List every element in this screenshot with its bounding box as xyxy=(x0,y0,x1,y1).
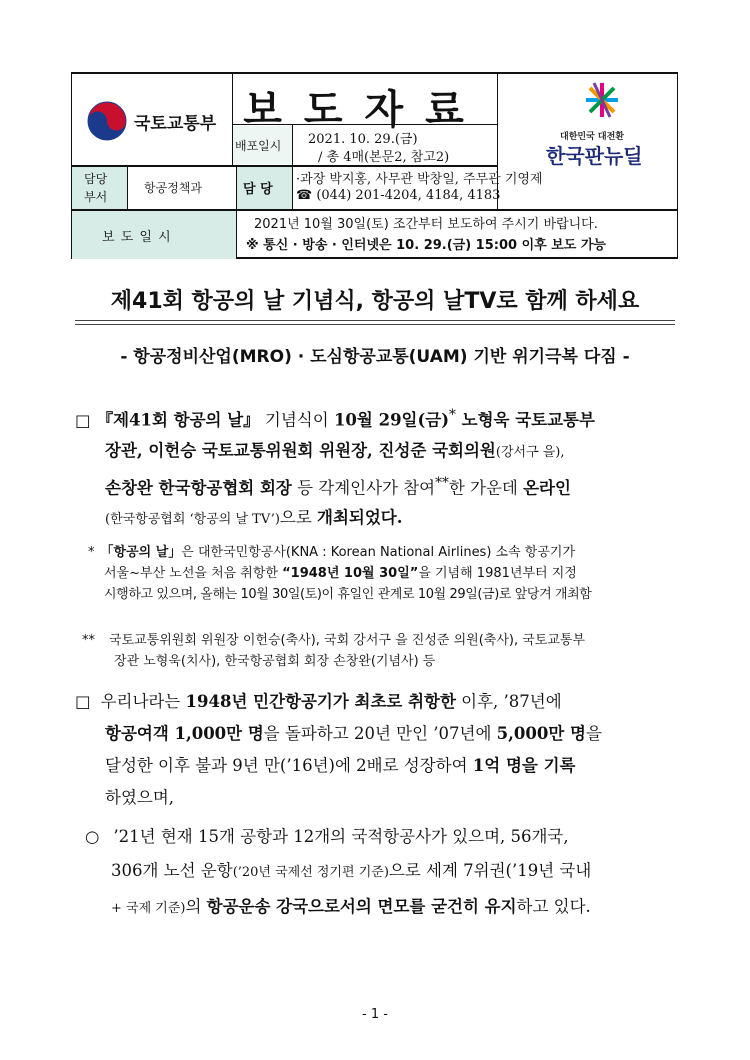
dept-name: 항공정책과 xyxy=(144,181,202,195)
page-title: 제41회 항공의 날 기념식, 항공의 날TV로 함께 하세요 xyxy=(110,289,640,314)
p2-text-3: 을 돌파하고 20년 만인 ’07년에 xyxy=(263,724,497,743)
note1-mark: * xyxy=(88,545,95,560)
p3-rank: 으로 세계 7위권(’19년 국내 xyxy=(388,861,592,880)
p1-footnote-mark-2: ** xyxy=(435,474,449,491)
release-label: 배포일시 xyxy=(235,139,282,153)
note1-line-1 xyxy=(88,542,688,563)
new-deal-logo xyxy=(572,80,632,120)
dept-label: 담당 부서 xyxy=(84,172,108,204)
p2-line-3 xyxy=(75,750,685,782)
title-rule-top xyxy=(75,320,675,321)
p1-line-1 xyxy=(75,400,675,436)
page-subtitle: - 항공정비산업(MRO) · 도심항공교통(UAM) 기반 위기극복 다짐 - xyxy=(120,347,630,367)
p1-association-head: 손창완 한국항공협회 회장 xyxy=(105,478,292,497)
p1-line-4 xyxy=(75,503,675,535)
note2-line-2: 장관 노형욱(치사), 한국항공협회 회장 손창완(기념사) 등 xyxy=(114,654,436,669)
embargo-label: 보 도 일 시 xyxy=(102,230,172,245)
p1-channel: (한국항공협회 ‘항공의 날 TV’) xyxy=(105,512,280,527)
p2-line-1 xyxy=(75,686,685,718)
ministry-name: 국토교통부 xyxy=(134,114,217,134)
note1-date: “1948년 10월 30일” xyxy=(282,566,419,581)
note1-line-2 xyxy=(88,563,688,584)
p3-basis: (’20년 국제선 정기편 기준) xyxy=(232,865,389,880)
release-date: 2021. 10. 29.(금) xyxy=(308,132,418,147)
note2-mark: ** xyxy=(82,633,95,648)
contact-phone: (044) 201-4204, 4184, 4183 xyxy=(316,188,501,203)
paragraph-3 xyxy=(85,820,685,926)
header-table xyxy=(71,72,678,259)
p1-online: 온라인 xyxy=(523,478,571,497)
p1-district: (강서구 을), xyxy=(495,444,565,460)
contact-phone-row xyxy=(296,188,500,203)
p2-50m: 5,000만 명 xyxy=(496,724,586,743)
p2-10m: 항공여객 1,000만 명 xyxy=(105,724,264,743)
p3-line-2 xyxy=(85,854,685,890)
square-bullet: □ xyxy=(75,410,91,430)
page-number: - 1 - xyxy=(362,1007,388,1022)
note1-text-1: 은 대한국민항공사(KNA : Korean National Airlines) 소속 항공기가 xyxy=(181,545,576,560)
p3-line-3 xyxy=(85,890,685,926)
p3-text-1: ’21년 현재 15개 공항과 12개의 국적항공사가 있으며, 56개국, xyxy=(113,827,569,846)
p1-date: 10월 29일(금) xyxy=(333,410,450,430)
p1-text-4: 으로 xyxy=(279,508,318,527)
taegeuk-icon xyxy=(86,100,128,142)
footnote-1 xyxy=(88,542,688,605)
brand-small-text: 대한민국 대전환 xyxy=(560,132,624,142)
page-count: / 총 4매(본문2, 참고2) xyxy=(318,150,450,165)
p2-first-flight: 1948년 민간항공기가 최초로 취항한 xyxy=(185,692,456,711)
embargo-line2: ※ 통신 · 방송 · 인터넷은 10. 29.(금) 15:00 이후 보도 가능 xyxy=(246,238,606,253)
title-rule-bottom xyxy=(75,324,675,325)
p3-basis-2: + 국제 기준) xyxy=(111,901,186,916)
note2-line-1 xyxy=(82,630,682,651)
contact-people: ·과장 박지홍, 사무관 박창일, 주무관 기영제 xyxy=(296,172,543,187)
note1-text-3: 을 기념해 1981년부터 지정 xyxy=(418,566,577,581)
note2-text-1: 국토교통위원회 위원장 이헌승(축사), 국회 강서구 을 진성준 의원(축사), 국토교통부 xyxy=(109,633,586,648)
note1-event: 「항공의 날」 xyxy=(100,545,182,560)
doc-type-title: 보도자료 xyxy=(243,87,486,133)
p1-attendees: 장관, 이헌승 국토교통위원회 위원장, 진성준 국회의원 xyxy=(105,440,496,460)
p3-status: 항공운송 강국으로서의 면모를 굳건히 유지 xyxy=(206,897,517,916)
paragraph-1 xyxy=(75,400,675,535)
embargo-line1: 2021년 10월 30일(토) 조간부터 보도하여 주시기 바랍니다. xyxy=(254,217,598,232)
phone-icon: ☎ xyxy=(296,188,313,203)
p1-line-2 xyxy=(75,436,675,468)
p1-held: 개최되었다. xyxy=(317,508,403,527)
square-bullet-2: □ xyxy=(75,692,91,711)
p1-minister: 노형욱 국토교통부 xyxy=(455,410,595,430)
p2-100m: 1억 명을 기록 xyxy=(472,756,576,775)
circle-bullet: ○ xyxy=(85,827,100,846)
p3-text-2: 의 xyxy=(185,897,207,916)
p3-routes: 306개 노선 운항 xyxy=(111,861,233,880)
p1-event-name: 『제41회 항공의 날』 xyxy=(96,410,260,430)
p1-text-2: 등 각계인사가 참여 xyxy=(291,478,436,497)
note1-text-2: 서울~부산 노선을 처음 취항한 xyxy=(104,566,283,581)
p1-line-3 xyxy=(75,468,675,504)
paragraph-2 xyxy=(75,686,685,814)
brand-name: 한국판뉴딜 xyxy=(546,144,643,168)
p2-text-4: 을 xyxy=(585,724,602,743)
p2-text-5: 달성한 이후 불과 9년 만(’16년)에 2배로 성장하여 xyxy=(105,756,473,775)
p3-line-1 xyxy=(85,820,685,854)
ministry-logo xyxy=(86,100,128,142)
p1-text: 기념식이 xyxy=(259,410,334,430)
p2-line-4: 하였으며, xyxy=(105,788,175,807)
note1-line-3: 시행하고 있으며, 올해는 10월 30일(토)이 휴일인 관계로 10월 29일(금)로 앞당겨 개최함 xyxy=(104,587,592,602)
p1-text-3: 한 가운데 xyxy=(448,478,524,497)
p3-text-3: 하고 있다. xyxy=(516,897,591,916)
footnote-2 xyxy=(82,630,682,672)
p2-line-2 xyxy=(75,718,685,750)
star-burst-icon xyxy=(572,80,632,120)
p2-text-1: 우리나라는 xyxy=(100,692,186,711)
contact-label: 담 당 xyxy=(243,182,273,197)
p1-footnote-mark: * xyxy=(449,407,456,423)
p2-text-2: 이후, ’87년에 xyxy=(455,692,562,711)
